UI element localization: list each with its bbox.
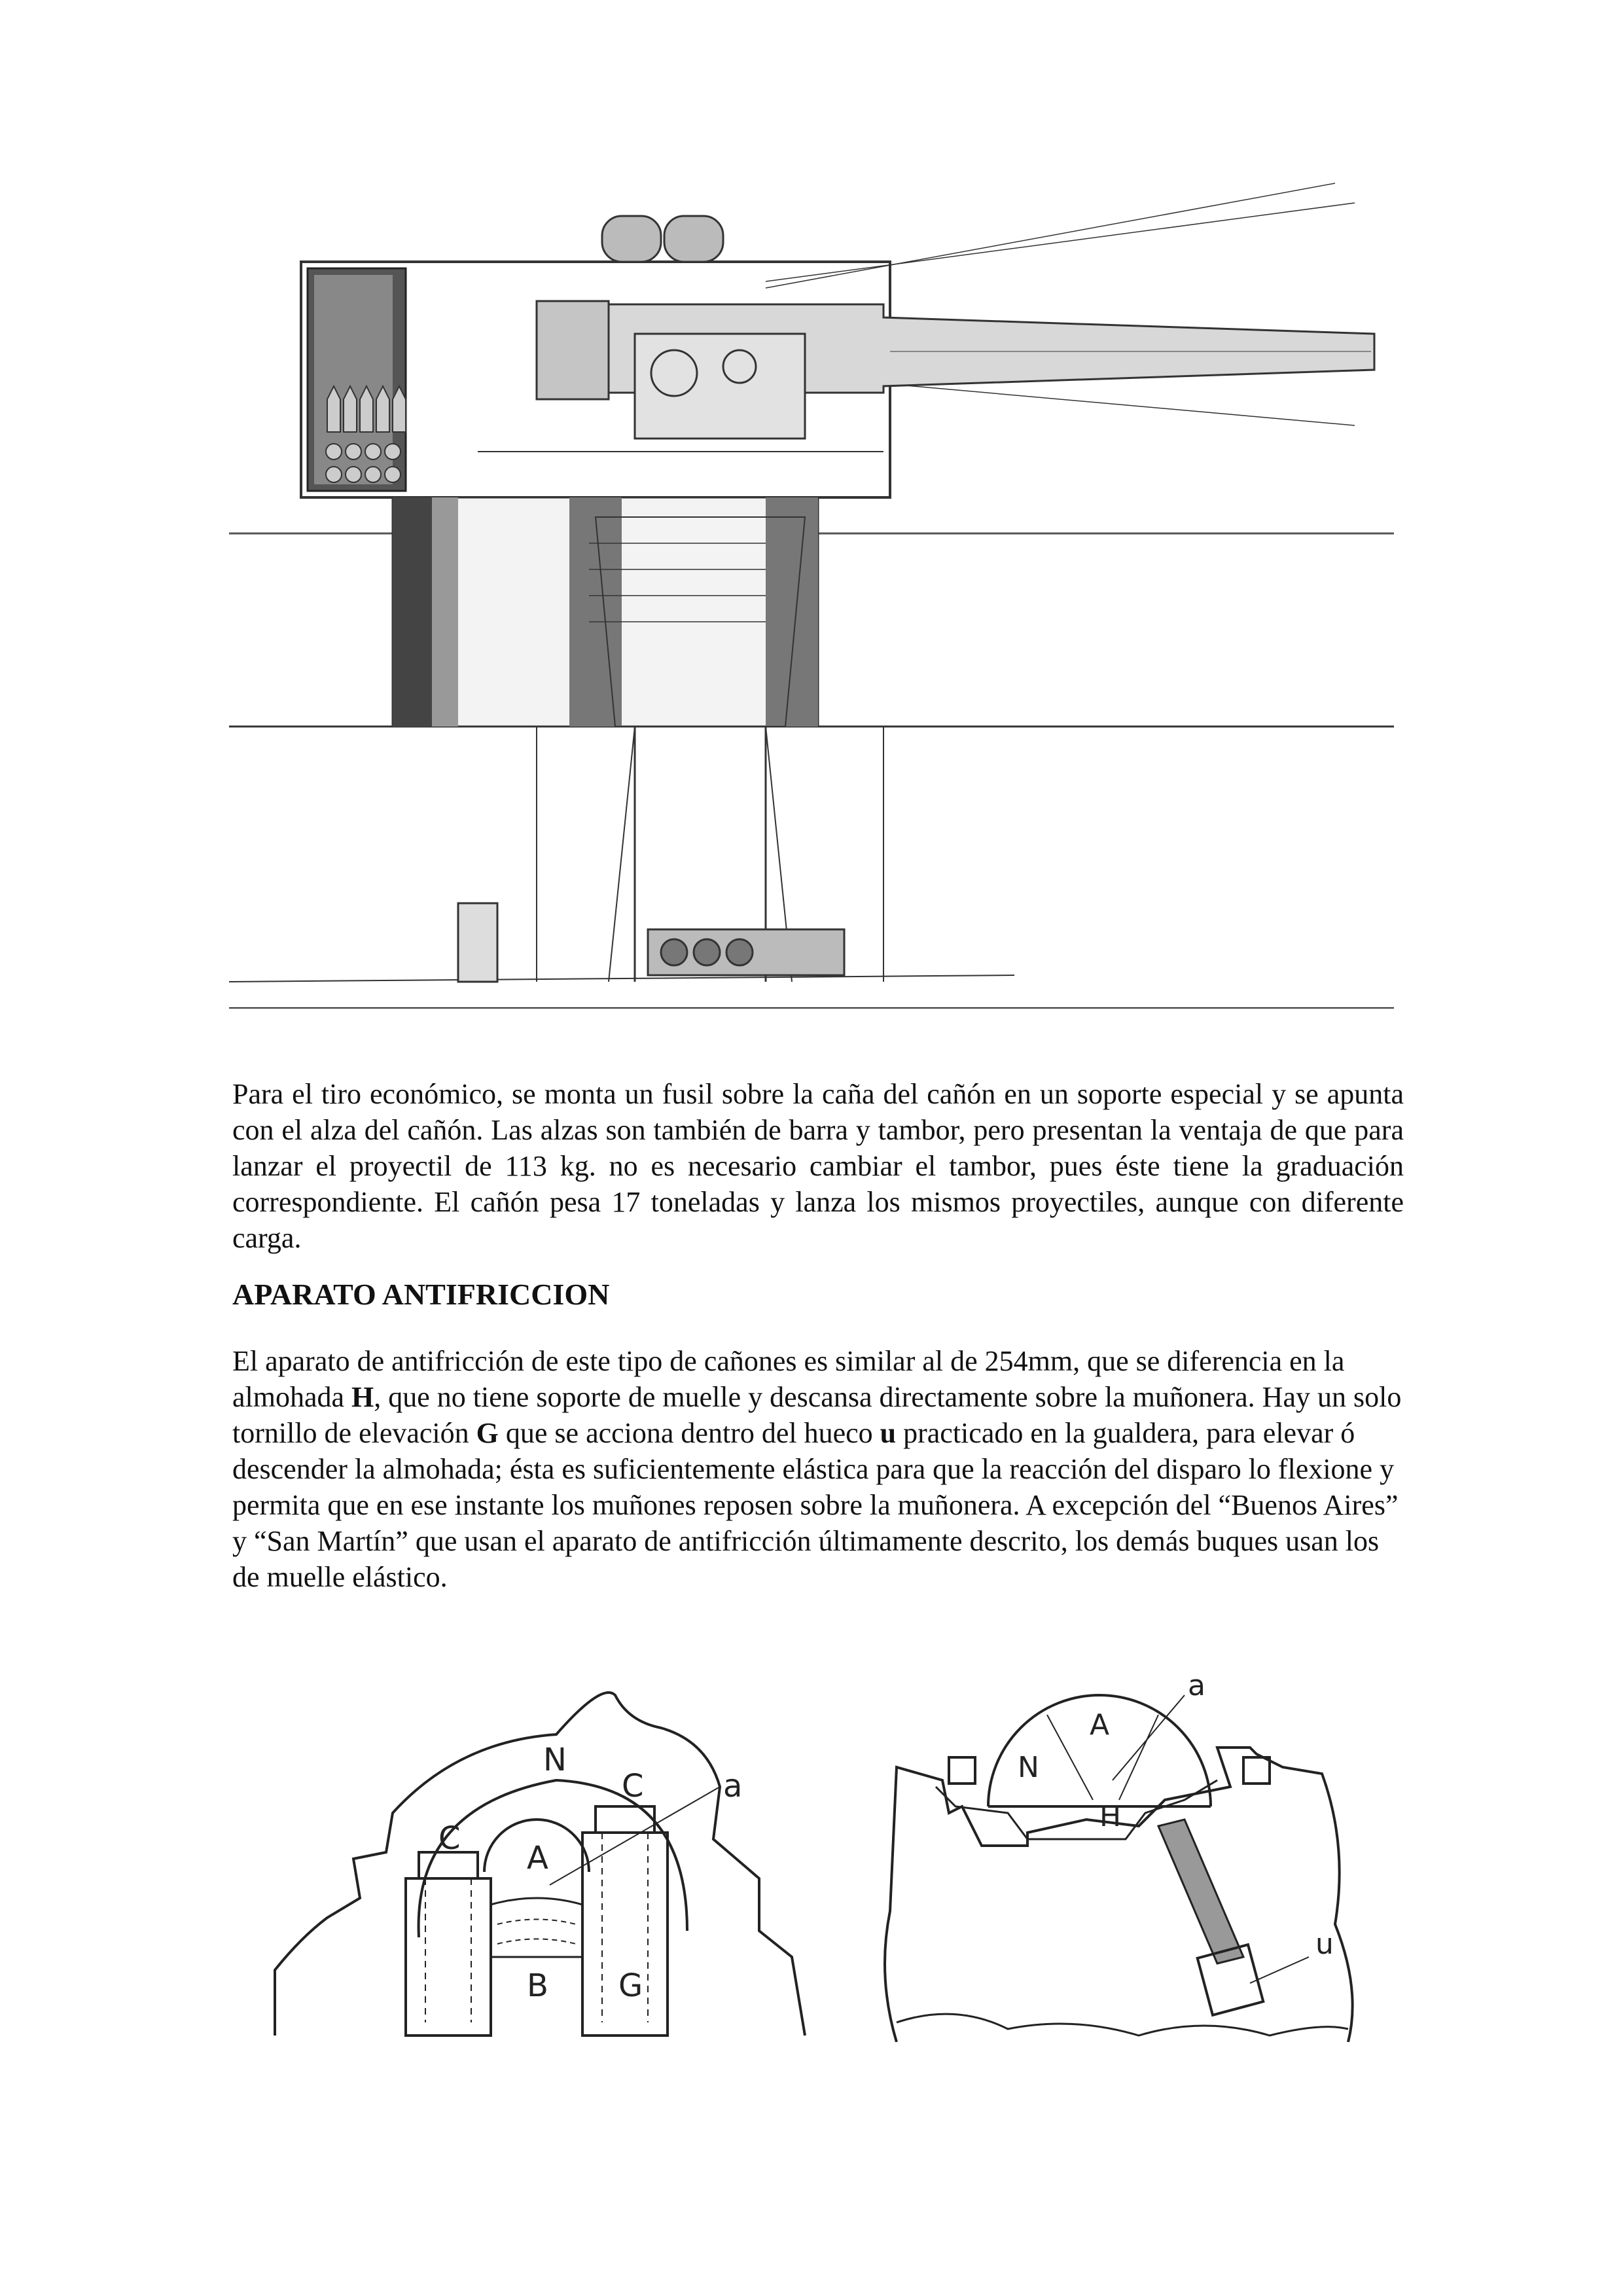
fig-right-label-u: u <box>1315 1928 1334 1961</box>
paragraph-antifriction <box>232 1343 1404 1595</box>
bold-letter-h: H <box>351 1381 374 1413</box>
paragraph2-text-1: El aparato de antifricción de este tipo de cañones es similar al de 254mm, que se diferencia en la almohada <box>232 1345 1345 1413</box>
turret-cross-section-figure <box>229 177 1394 1021</box>
antifriction-figure-left <box>262 1656 818 2042</box>
paragraph-economic-fire: Para el tiro económico, se monta un fusil sobre la caña del cañón en un soporte especial y se apunta con el alza del cañón. Las alzas son también de barra y tambor, pero presentan la ventaja de que para lanzar el proyectil de 113 kg. no es necesario cambiar el tambor, pues éste tiene la graduación correspondiente. El cañón pesa 17 toneladas y lanza los mismos proyectiles, aunque con diferente carga. <box>232 1078 1404 1254</box>
fig-right-label-a: A <box>1090 1708 1110 1742</box>
trunnion-cushion-diagram-icon <box>877 1649 1374 2042</box>
fig-right-label-a-lower: a <box>1188 1669 1205 1702</box>
fig-left-label-g: G <box>618 1967 643 2004</box>
bold-letter-u: u <box>880 1417 897 1449</box>
trunnion-spring-diagram-icon <box>262 1656 818 2042</box>
fig-left-label-a-lower: a <box>723 1768 743 1804</box>
fig-right-label-h: H <box>1099 1800 1122 1833</box>
fig-left-label-b: B <box>527 1967 548 2004</box>
paragraph2-text-2: , que no tiene soporte de muelle y descansa directamente sobre la muñonera. Hay un solo tornillo de elevación <box>232 1381 1402 1449</box>
fig-left-label-a: A <box>527 1840 548 1876</box>
antifriction-figure-right <box>877 1649 1374 2042</box>
fig-right-label-n: N <box>1018 1751 1039 1784</box>
bold-letter-g: G <box>476 1417 499 1449</box>
paragraph2-text-4: practicado en la gualdera, para elevar ó descender la almohada; ésta es suficientemente elástica para que la reacción del disparo lo flexione y permita que en ese instante los muñones reposen sobre la muñonera. A excepción del “Buenos Aires” y “San Martín” que usan el aparato de antifricción últimamente descrito, los demás buques usan los de muelle elástico. <box>232 1417 1399 1593</box>
fig-left-label-c1: C <box>438 1820 461 1857</box>
section-heading: APARATO ANTIFRICCION <box>232 1278 610 1311</box>
naval-gun-turret-icon <box>229 177 1394 1021</box>
paragraph2-text-3: que se acciona dentro del hueco <box>498 1417 880 1449</box>
fig-left-label-c2: C <box>622 1768 644 1804</box>
fig-left-label-n: N <box>543 1742 567 1778</box>
